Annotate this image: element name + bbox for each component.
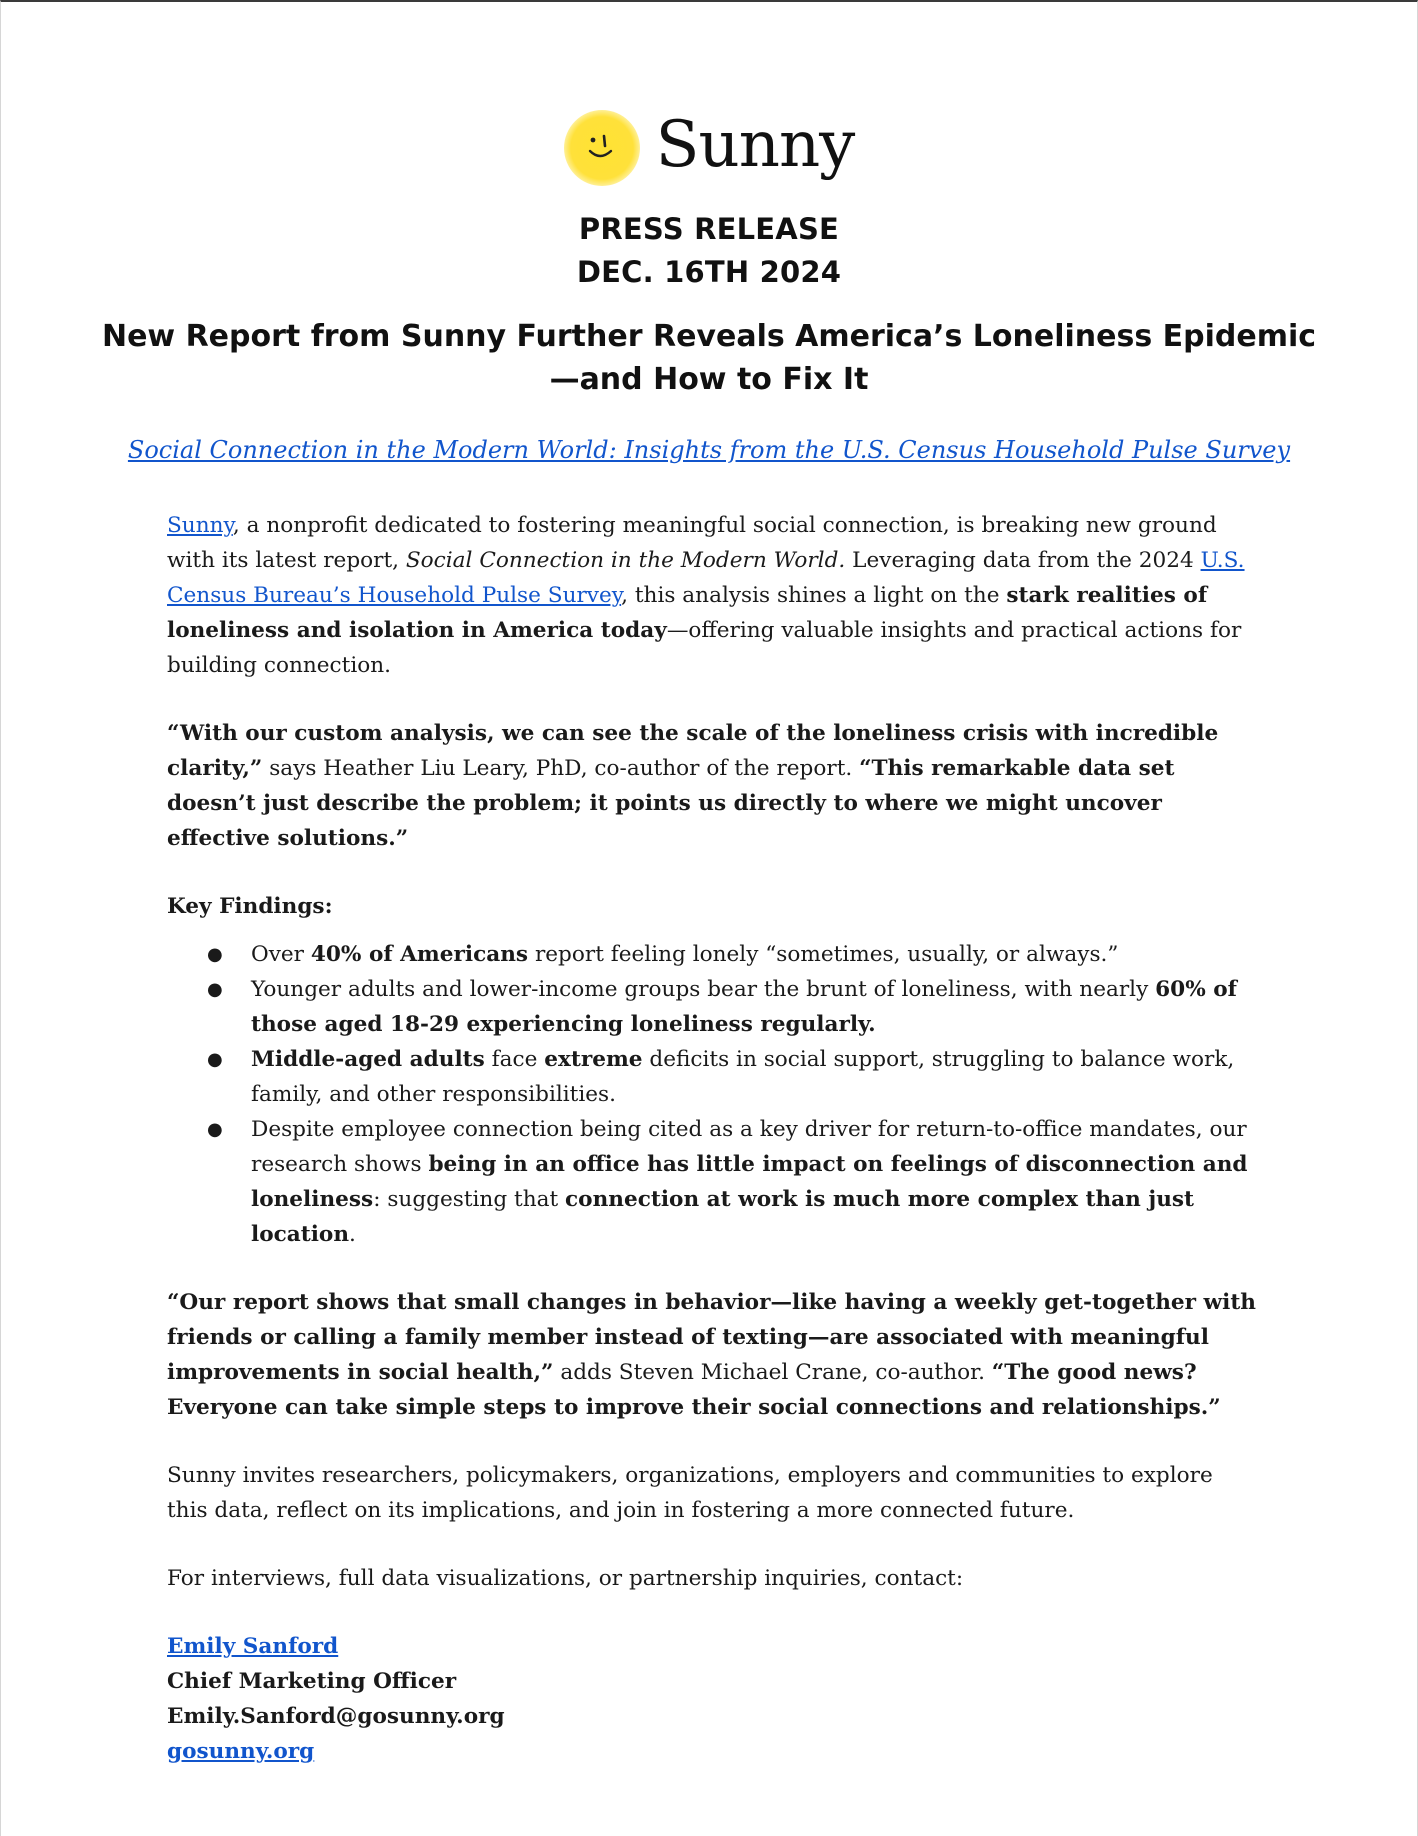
intro-text-2: Leveraging data from the 2024 [845,548,1201,573]
finding-2-bold: 60% of those aged 18-29 experiencing loneliness regularly. [251,977,1237,1037]
finding-2-text: Younger adults and lower-income groups bear the brunt of loneliness, with nearly [251,977,1156,1002]
report-link[interactable]: Social Connection in the Modern World: Insights from the U.S. Census Household Pulse Survey [127,436,1291,464]
contact-block [167,1629,1257,1769]
quote-1-attribution: says Heather Liu Leary, PhD, co-author of the report. [262,756,860,781]
quote-paragraph-2 [167,1285,1257,1425]
key-findings-list [167,937,1257,1252]
quote-2-attribution: adds Steven Michael Crane, co-author. [553,1360,992,1385]
brand-logo [1,110,1417,186]
finding-1-text-2: report feeling lonely “sometimes, usually, or always.” [528,942,1119,967]
list-item [251,1112,1257,1252]
kicker-label: PRESS RELEASE [578,212,840,246]
list-item [251,937,1257,972]
list-item [251,972,1257,1042]
smiling-sun-icon [564,110,640,186]
contact-email: Emily.Sanford@gosunny.org [167,1704,505,1729]
key-findings-heading [167,889,1257,924]
finding-1-bold: 40% of Americans [310,942,529,967]
finding-4-text-2: : suggesting that [373,1187,566,1212]
finding-4-bold: being in an office has little impact on feelings of disconnection and loneliness [251,1152,1248,1212]
intro-paragraph [167,508,1257,683]
quote-1a: “With our custom analysis, we can see the scale of the loneliness crisis with incredible clarity,” [167,721,1219,781]
finding-4-text: Despite employee connection being cited as a key driver for return-to-office mandates, our research shows [251,1117,1247,1177]
quote-2a: “Our report shows that small changes in behavior—like having a weekly get-together with friends or calling a family member instead of texting—are associated with meaningful improvements in social health,” [167,1290,1256,1385]
quote-paragraph-1 [167,716,1257,856]
finding-1-text: Over [251,942,311,967]
title-line-2: —and How to Fix It [549,362,869,397]
list-item [251,1042,1257,1112]
finding-3-bold: Middle-aged adults [251,1047,485,1072]
finding-4-text-3: . [349,1222,356,1247]
article-body [167,508,1257,1769]
intro-text-3: , this analysis shines a light on the [621,583,1007,608]
key-findings-label: Key Findings: [167,894,333,919]
page-title [1,315,1417,401]
intro-text-4: —offering valuable insights and practical actions for building connection. [167,618,1242,678]
quote-1b: “This remarkable data set doesn’t just describe the problem; it points us directly to where we might uncover effective solutions.” [167,756,1175,851]
finding-4-bold-2: connection at work is much more complex than just location [251,1187,1195,1247]
finding-3-text: face [484,1047,545,1072]
finding-3-bold-2: extreme [544,1047,643,1072]
invite-paragraph: Sunny invites researchers, policymakers, organizations, employers and communities to explore this data, reflect on its implications, and join in fostering a more connected future. [167,1463,1213,1523]
press-release-kicker [1,208,1417,294]
contact-intro: For interviews, full data visualizations, or partnership inquiries, contact: [167,1566,964,1591]
quote-2b: “The good news? Everyone can take simple steps to improve their social connections and relationships.” [167,1360,1221,1420]
census-survey-link[interactable]: U.S. Census Bureau’s Household Pulse Survey [167,548,1245,608]
title-line-1: New Report from Sunny Further Reveals America’s Loneliness Epidemic [101,319,1317,354]
contact-role: Chief Marketing Officer [167,1669,457,1694]
sunny-link[interactable]: Sunny [167,513,233,538]
intro-bold: stark realities of loneliness and isolation in America today [167,583,1208,643]
finding-3-text-2: deficits in social support, struggling to balance work, family, and other responsibilities. [251,1047,1235,1107]
website-link[interactable]: gosunny.org [167,1739,315,1764]
release-date: DEC. 16TH 2024 [576,255,842,289]
report-title-italic: Social Connection in the Modern World. [405,548,846,573]
contact-name-link[interactable]: Emily Sanford [167,1634,339,1659]
brand-wordmark: Sunny [655,108,855,182]
intro-text-1: , a nonprofit dedicated to fostering meaningful social connection, is breaking new ground with its latest report, [167,513,1217,573]
